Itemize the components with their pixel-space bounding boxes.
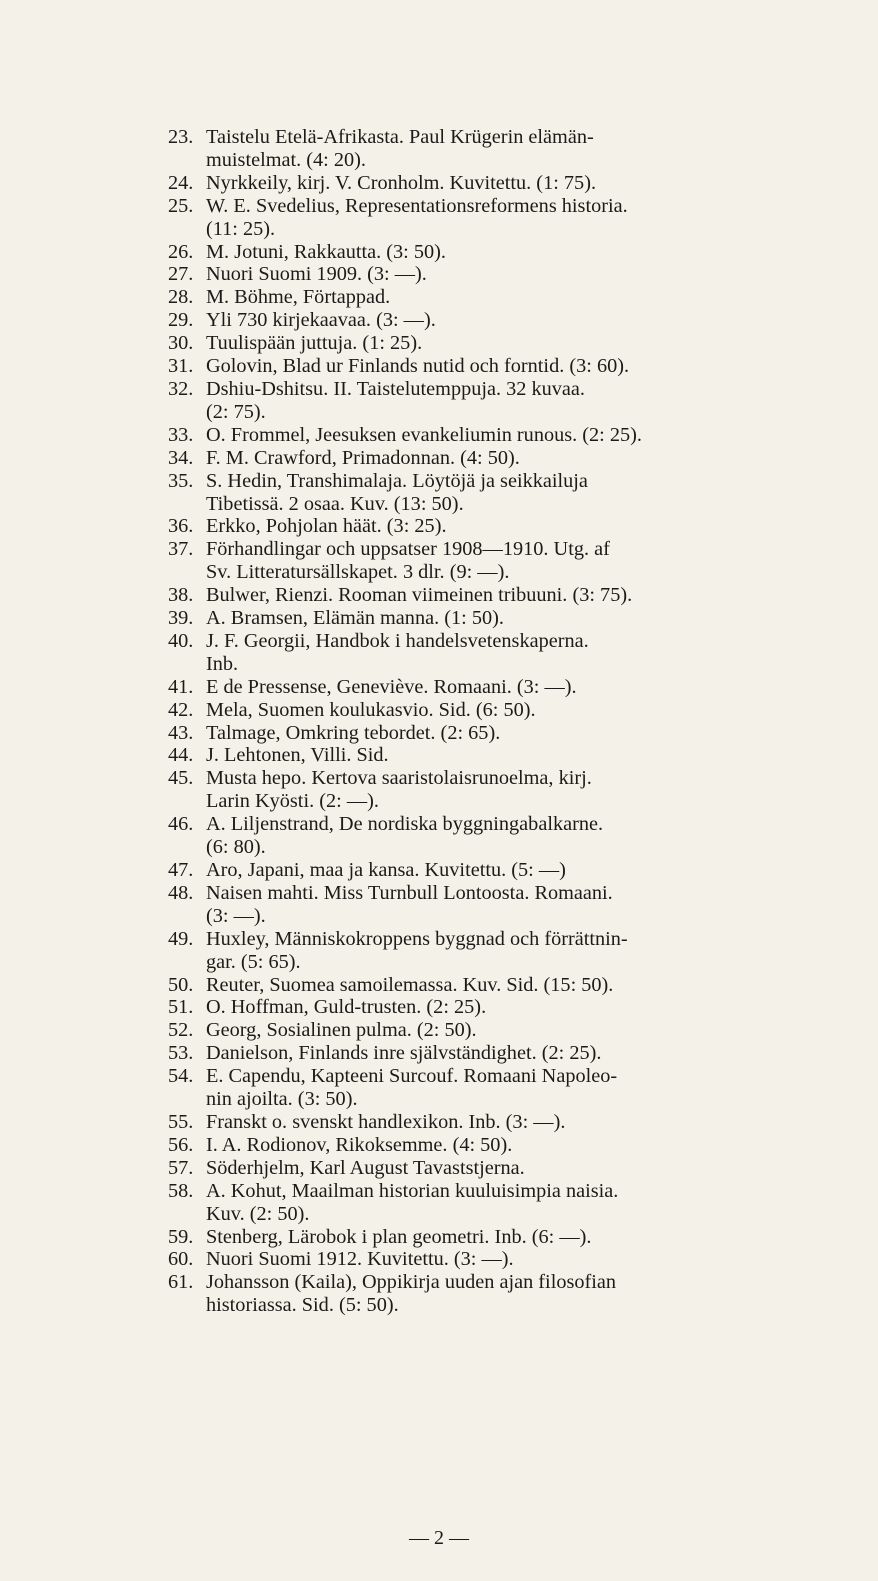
entry-text: O. Frommel, Jeesuksen evankeliumin runous. (2: 25). [206,423,642,446]
list-item [168,1065,783,1111]
entry-number: 56. [168,1133,194,1156]
list-item [168,1111,783,1134]
list-item [168,1226,783,1249]
entry-number: 44. [168,744,194,767]
entry-number: 50. [168,973,194,996]
entry-text: I. A. Rodionov, Rikoksemme. (4: 50). [206,1133,513,1156]
entry-text: Tuulispään juttuja. (1: 25). [206,332,423,355]
list-item [168,424,783,447]
list-item [168,1271,783,1317]
entry-number: 41. [168,675,194,698]
entry-number: 24. [168,171,194,194]
entry-text: Nuori Suomi 1912. Kuvitettu. (3: —). [206,1248,514,1271]
entry-text: Naisen mahti. Miss Turnbull Lontoosta. Romaani. [206,881,613,904]
entry-text: Mela, Suomen koulukasvio. Sid. (6: 50). [206,698,536,721]
entry-text: Nyrkkeily, kirj. V. Cronholm. Kuvitettu. (1: 75). [206,171,597,194]
list-item [168,584,783,607]
list-item [168,172,783,195]
entry-number: 43. [168,721,194,744]
list-item [168,882,783,928]
list-item [168,676,783,699]
entry-number: 32. [168,377,194,400]
entry-text: Georg, Sosialinen pulma. (2: 50). [206,1019,477,1042]
entry-text: Yli 730 kirjekaavaa. (3: —). [206,309,436,332]
list-item [168,1134,783,1157]
entry-text: O. Hoffman, Guld-trusten. (2: 25). [206,996,487,1019]
entry-number: 26. [168,240,194,263]
entry-continuation: muistelmat. (4: 20). [206,148,366,171]
list-item [168,1157,783,1180]
entry-text: Aro, Japani, maa ja kansa. Kuvitettu. (5: —) [206,859,566,881]
entry-continuation: Sv. Litteratursällskapet. 3 dlr. (9: —). [206,561,510,584]
list-item [168,928,783,974]
entry-text: M. Jotuni, Rakkautta. (3: 50). [206,240,446,263]
entry-text: A. Bramsen, Elämän manna. (1: 50). [206,607,504,630]
list-item [168,286,783,309]
entry-number: 36. [168,515,194,538]
entry-number: 61. [168,1271,194,1294]
entry-number: 55. [168,1110,194,1133]
list-item [168,699,783,722]
entry-number: 42. [168,698,194,721]
list-item [168,470,783,516]
entry-continuation: nin ajoilta. (3: 50). [206,1088,358,1111]
list-item [168,859,783,882]
entry-text: Reuter, Suomea samoilemassa. Kuv. Sid. (15: 50). [206,973,614,996]
entry-text: Nuori Suomi 1909. (3: —). [206,263,427,286]
list-item [168,813,783,859]
entry-text: Erkko, Pohjolan häät. (3: 25). [206,515,447,538]
entry-text: Musta hepo. Kertova saaristolaisrunoelma, kirj. [206,767,592,790]
list-item [168,1042,783,1065]
entry-continuation: (11: 25). [206,217,276,240]
entry-continuation: Kuv. (2: 50). [206,1202,310,1225]
entry-text: Taistelu Etelä-Afrikasta. Paul Krügerin elämän- [206,126,594,148]
list-item [168,1248,783,1271]
list-item [168,355,783,378]
entry-text: J. Lehtonen, Villi. Sid. [206,744,389,767]
entry-continuation: gar. (5: 65). [206,950,301,973]
entry-number: 58. [168,1179,194,1202]
entry-text: Dshiu-Dshitsu. II. Taistelutemppuja. 32 kuvaa. [206,377,585,400]
page-number: — 2 — [409,1527,469,1549]
entry-number: 30. [168,332,194,355]
entry-text: Stenberg, Lärobok i plan geometri. Inb. (6: —). [206,1225,592,1248]
entry-number: 34. [168,446,194,469]
entry-number: 28. [168,286,194,309]
entry-continuation: (2: 75). [206,400,266,423]
entry-text: Talmage, Omkring tebordet. (2: 65). [206,721,501,744]
list-item [168,767,783,813]
entry-text: Söderhjelm, Karl August Tavaststjerna. [206,1156,525,1179]
entry-text: A. Liljenstrand, De nordiska byggningabalkarne. [206,813,604,836]
entry-continuation: (6: 80). [206,836,266,859]
list-item [168,1019,783,1042]
entry-text: Franskt o. svenskt handlexikon. Inb. (3: —). [206,1110,566,1133]
entry-number: 40. [168,629,194,652]
entry-number: 47. [168,859,194,881]
entry-number: 59. [168,1225,194,1248]
entry-text: M. Böhme, Förtappad. [206,286,391,309]
entry-text: Golovin, Blad ur Finlands nutid och forntid. (3: 60). [206,355,630,378]
entry-number: 23. [168,126,194,148]
entry-number: 37. [168,538,194,561]
entry-continuation: Inb. [206,652,239,675]
book-list [168,126,783,1317]
entry-text: E. Capendu, Kapteeni Surcouf. Romaani Napoleo- [206,1065,618,1088]
entry-text: Förhandlingar och uppsatser 1908—1910. Utg. af [206,538,610,561]
list-item [168,126,783,172]
list-item [168,515,783,538]
entry-number: 31. [168,355,194,378]
entry-number: 35. [168,469,194,492]
entry-number: 60. [168,1248,194,1271]
list-item [168,447,783,470]
entry-number: 48. [168,881,194,904]
entry-text: S. Hedin, Transhimalaja. Löytöjä ja seikkailuja [206,469,588,492]
list-item [168,332,783,355]
list-item [168,722,783,745]
entry-text: J. F. Georgii, Handbok i handelsvetenskaperna. [206,629,589,652]
entry-number: 45. [168,767,194,790]
list-item [168,607,783,630]
list-item [168,974,783,997]
list-item [168,996,783,1019]
entry-number: 51. [168,996,194,1019]
entry-number: 33. [168,423,194,446]
entry-number: 54. [168,1065,194,1088]
list-item [168,744,783,767]
entry-number: 25. [168,194,194,217]
entry-number: 52. [168,1019,194,1042]
list-item [168,263,783,286]
entry-number: 39. [168,607,194,630]
list-item [168,630,783,676]
entry-number: 49. [168,927,194,950]
entry-continuation: Larin Kyösti. (2: —). [206,790,379,813]
list-item [168,241,783,264]
entry-text: Bulwer, Rienzi. Rooman viimeinen tribuuni. (3: 75). [206,584,633,607]
list-item [168,538,783,584]
entry-text: A. Kohut, Maailman historian kuuluisimpia naisia. [206,1179,619,1202]
entry-text: Johansson (Kaila), Oppikirja uuden ajan filosofian [206,1271,617,1294]
entry-continuation: (3: —). [206,904,266,927]
entry-number: 29. [168,309,194,332]
entry-text: F. M. Crawford, Primadonnan. (4: 50). [206,446,520,469]
list-item [168,309,783,332]
entry-number: 38. [168,584,194,607]
list-item [168,195,783,241]
entry-number: 27. [168,263,194,286]
entry-continuation: Tibetissä. 2 osaa. Kuv. (13: 50). [206,492,464,515]
entry-number: 46. [168,813,194,836]
list-item [168,1180,783,1226]
entry-number: 53. [168,1042,194,1065]
entry-text: W. E. Svedelius, Representationsreformens historia. [206,194,628,217]
entry-text: Huxley, Människokroppens byggnad och förrättnin- [206,927,628,950]
entry-continuation: historiassa. Sid. (5: 50). [206,1294,399,1317]
list-item [168,378,783,424]
entry-number: 57. [168,1156,194,1179]
entry-text: Danielson, Finlands inre självständighet. (2: 25). [206,1042,602,1065]
entry-text: E de Pressense, Geneviève. Romaani. (3: —). [206,675,577,698]
